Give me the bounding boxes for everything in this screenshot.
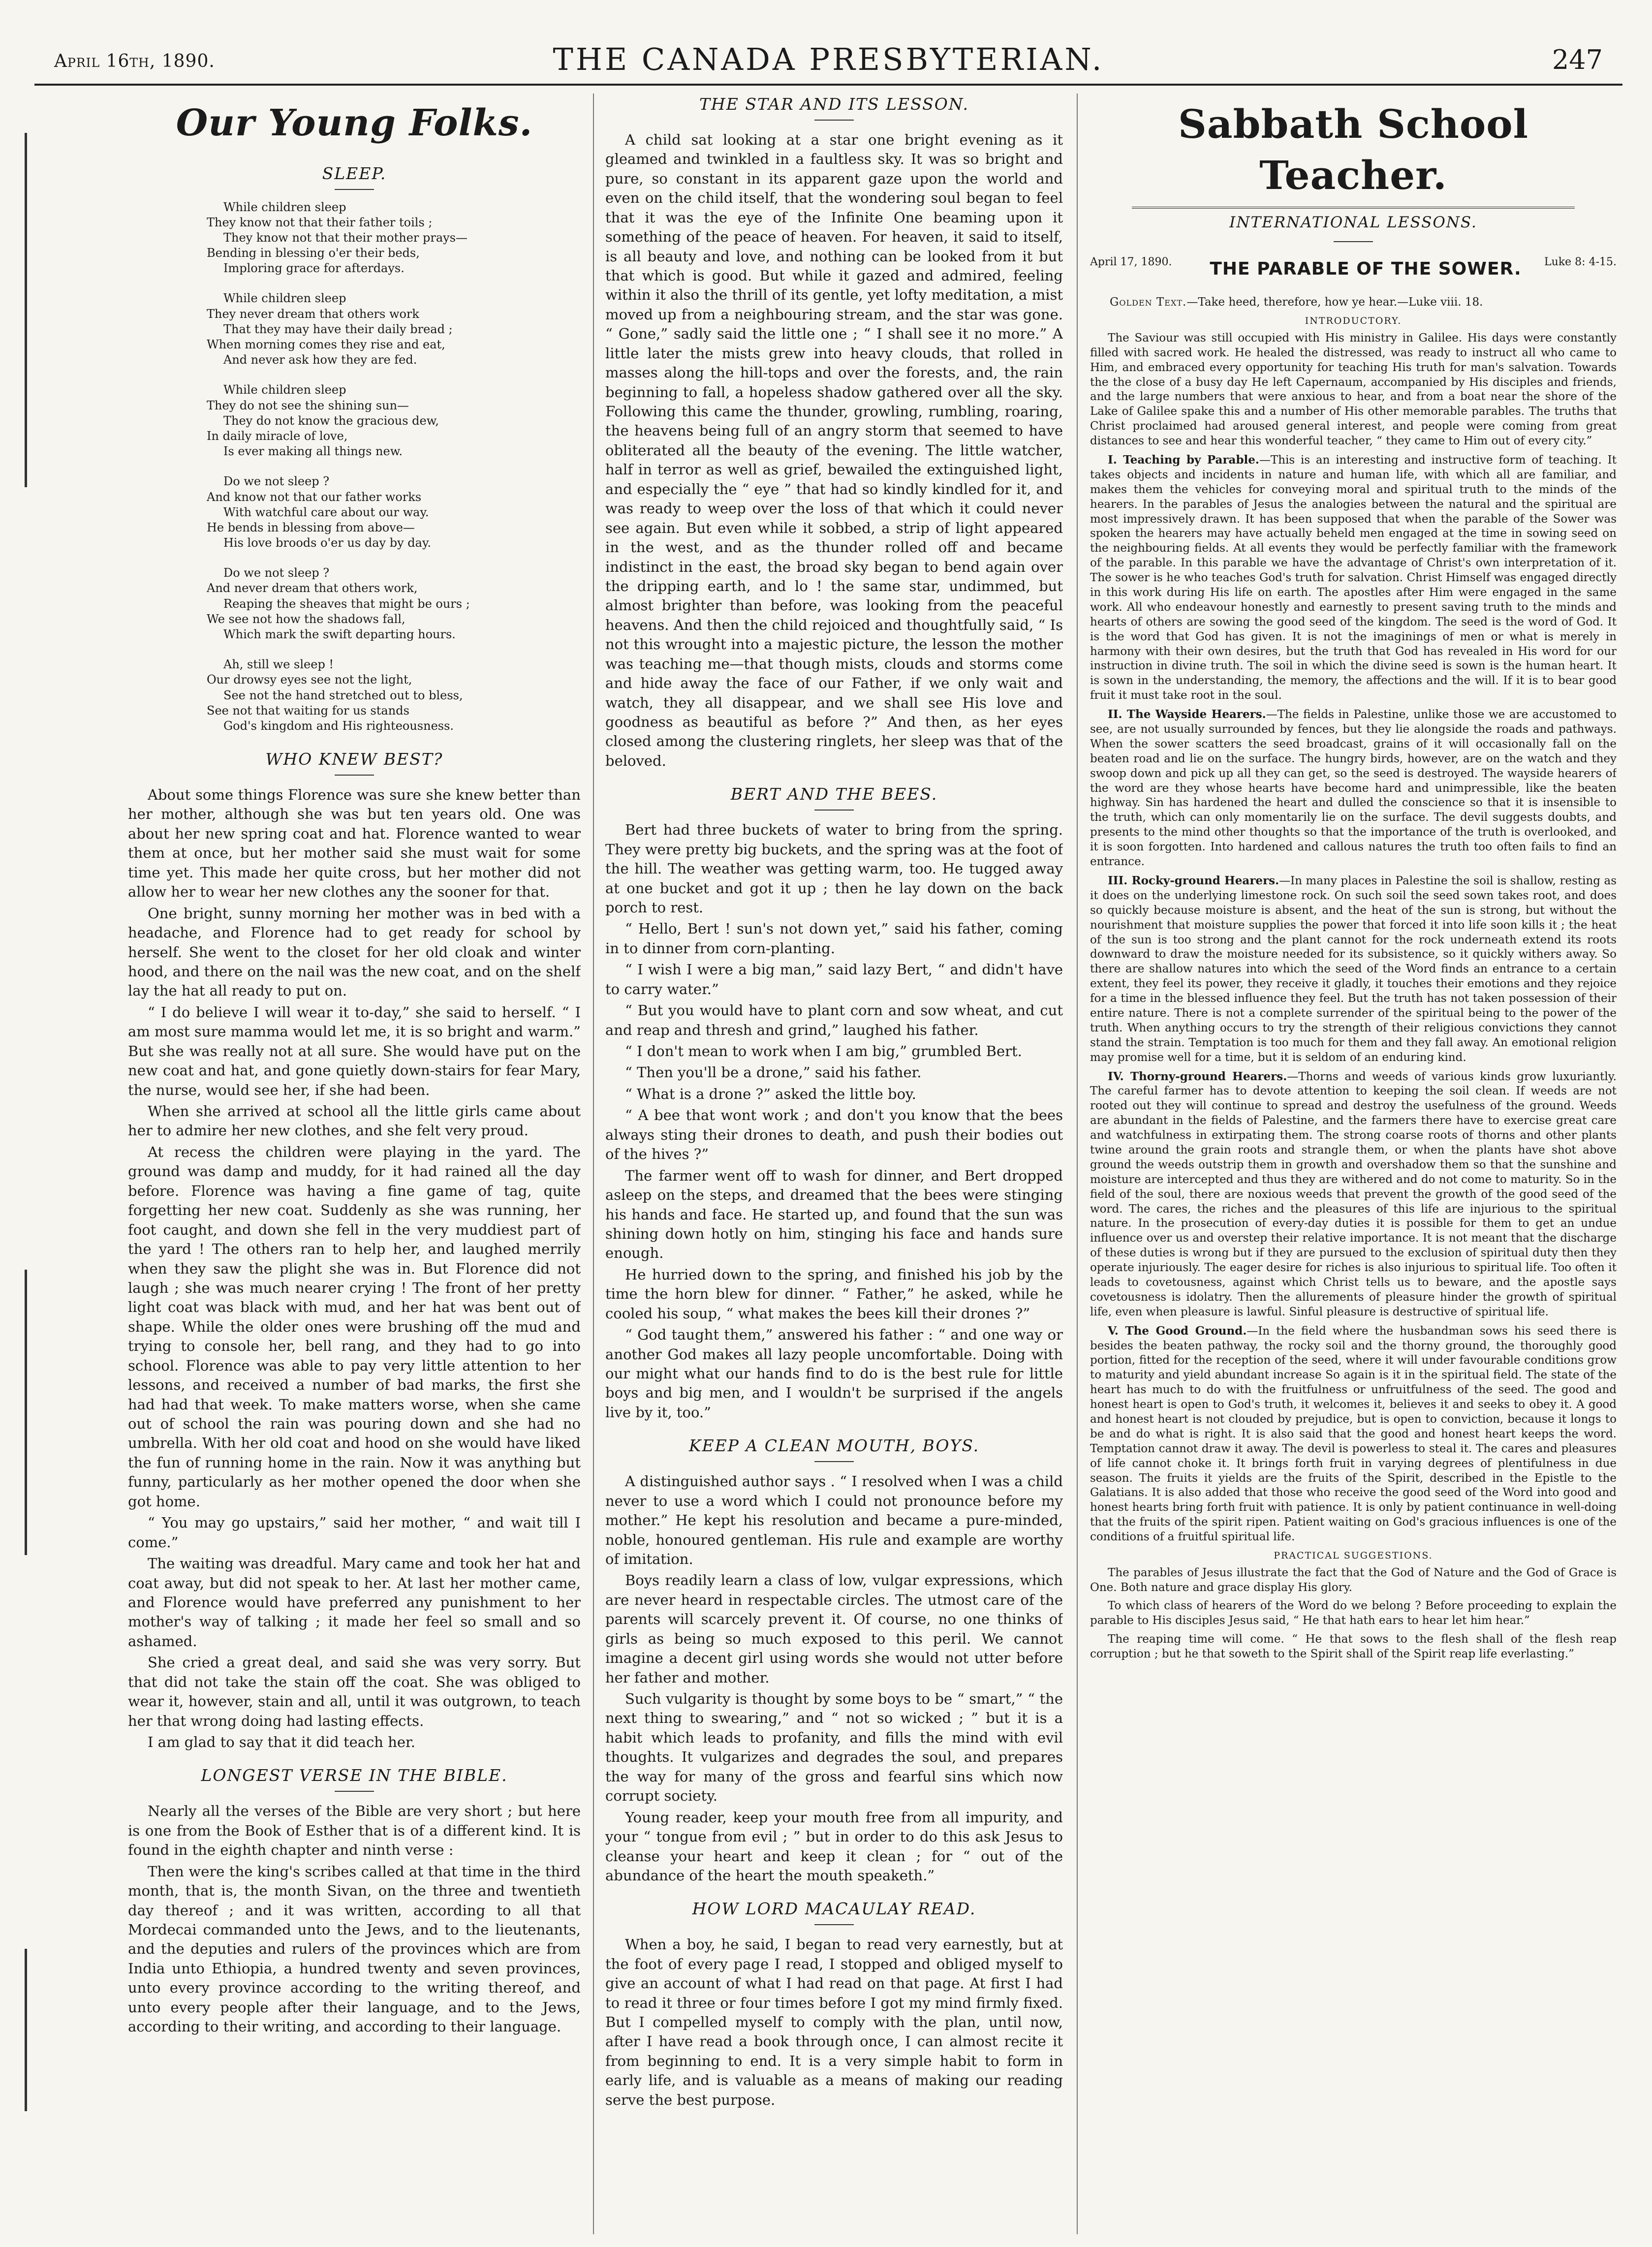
poem-line: He bends in blessing from above— [207,520,415,534]
section-body: —Thorns and weeds of various kinds grow luxuriantly. The careful farmer has to devote attention to keeping the soil clean. If weeds are not rooted out they will continue to spread and destroy the usefulness of the ground. Weeds are abundant in the fields of Palestine, and the farmers there have to exercise great care and watchfulness in extirpating them. The strong coarse roots of thorns and other plants twine around the grain roots and strangle them, or when the plants have shot above ground the weeds outstrip them in growth and overshadow them so that the sunshine and moisture are intercepted and thus they are withered and do not come to maturity. So in the field of the soul, there are noxious weeds that prevent the growth of the good seed of the word. The cares, the riches and the pleasures of this life are injurious to the spiritual nature. In the prosecution of every-day duties it is possible for them to get an undue influence over us and overstep their relative importance. It is not meant that the discharge of these duties is wrong but if they are pursued to the exclusion of spiritual duty then they operate injuriously. The eager desire for riches is also injurious to spiritual life. Too often it leads to covetousness, against which Christ tells us to beware, and the apostle says covetousness is idolatry. Then the allurements of pleasure hinder the growth of spiritual life, even when pleasure is lawful. Sinful pleasure is destructive of spiritual life. [1090,1070,1617,1318]
article-body [605,1472,1063,1885]
margin-mark [25,133,27,487]
poem-line: When morning comes they rise and eat, [207,338,445,351]
paragraph: “ I don't mean to work when I am big,” grumbled Bert. [625,1043,1022,1060]
paragraph: Bert had three buckets of water to bring from the spring. They were pretty big buckets, and the spring was at the foot of the hill. The weather was getting warm, too. He tugged away at one bucket and got it up ; then he lay down on the back porch to rest. [605,821,1063,916]
poem-line: That they may have their daily bread ; [223,322,453,336]
column-rule [593,94,594,2234]
newspaper-title: THE CANADA PRESBYTERIAN. [553,41,1104,77]
subheading: PRACTICAL SUGGESTIONS. [1274,1550,1433,1561]
article-title: LONGEST VERSE IN THE BIBLE. [201,1766,508,1785]
lesson-title: THE PARABLE OF THE SOWER. [1210,259,1522,280]
poem-stanza [207,474,581,551]
poem-stanza [207,382,581,459]
poem-line: They never dream that others work [207,307,419,321]
paragraph: About some things Florence was sure she knew better than her mother, although she was but ten years old. One was about her new spring coat and hat. Florence wanted to wear them at once, but her mother said she must wait for some time yet. This made her quite cross, but her mother did not allow her to wear her new clothes any the sooner for that. [128,786,581,901]
lesson-reference: Luke 8: 4-15. [1544,256,1617,269]
section-body: —In the field where the husbandman sows his seed there is besides the beaten pathway, the rocky soil and the thorny ground, the thoroughly good portion, fitted for the reception of the seed, where it will under favourable conditions grow to maturity and yield abundant increase So again is it in the spiritual field. The state of the heart has much to do with the fruitfulness or unfruitfulness of the seed. The good and honest heart is open to God's truth, it welcomes it, believes it and seeks to obey it. A good and honest heart is not clouded by prejudice, but is open to conviction, because it longs to be and do what is right. It is also said that the good and honest heart keeps the word. Temptation cannot draw it away. The devil is powerless to steal it. The cares and pleasures of life cannot choke it. It brings forth fruit in varying degrees of plentifulness in due season. The fruits it yields are the fruits of the Spirit, described in the Epistle to the Galatians. It is also added that those who receive the good seed of the Word into good and honest hearts bring forth fruit with patience. It is only by patient continuance in well-doing that the fruits of the spirit ripen. Patient waiting on God's gracious influences is one of the conditions of a fruitful spiritual life. [1090,1324,1617,1544]
lesson-section [1090,453,1617,703]
section-heading: II. The Wayside Hearers. [1108,708,1266,721]
paragraph: Nearly all the verses of the Bible are very short ; but here is one from the Book of Esther that is of a different kind. It is found in the eighth chapter and ninth verse : [128,1803,581,1859]
paragraph: A child sat looking at a star one bright evening as it gleamed and twinkled in a faultless sky. It was so bright and pure, so constant in its apparent gaze upon the world and even on the child itself, that the wondering soul began to feel that it was the eye of the Infinite One beaming upon it something of the peace of heaven. For heaven, it said to itself, is all beauty and love, and nothing can be looked from it but that which is good. But while it gazed and admired, feeling within it also the thrill of its gentle, yet lofty meditation, a mist moved up from a neighbouring stream, and the star was gone. “ Gone,” sadly said the little one ; “ I shall see it no more.” A little later the mists grew into heavy clouds, that rolled in masses along the hill-tops and over the forests, and, the rain beginning to fall, a hopeless shadow gathered over all the sky. Following this came the thunder, growling, rumbling, roaring, the heavens being full of an angry storm that seemed to have obliterated all the beauty of the evening. The little watcher, half in terror as well as grief, bewailed the extinguished light, and especially the “ eye ” that had so kindly kindled for it, and was ready to weep over the loss of that which it could never see again. But even while it sobbed, a strip of light appeared in the west, and as the thunder rolled off and became indistinct in the east, the broad sky began to bend again over the dripping earth, and lo ! the same star, undimmed, but almost brighter than before, was looking from the peaceful heavens. And then the child rejoiced and thoughtfully said, “ Is not this wrought into a majestic picture, the lesson the mother was teaching me—that though mists, clouds and storms come and hide away the face of our Father, if we only wait and watch, they all disappear, and we shall see His love and goodness as beautiful as before ?” And then, as her eyes closed among the clustering ringlets, her sleep was that of the beloved. [605,131,1063,769]
golden-text-body: —Take heed, therefore, how ye hear.—Luke viii. 18. [1186,296,1483,309]
poem-line: They know not that their father toils ; [207,215,433,229]
paragraph: I am glad to say that it did teach her. [148,1734,415,1750]
introduction: The Saviour was still occupied with His ministry in Galilee. His days were constantly filled with sacred work. He healed the distressed, was ready to instruct all who came to Him, and embraced every opportunity for teaching His truth for man's salvation. Towards the the close of a busy day He left Capernaum, accompanied by His disciples and friends, and the large numbers that were anxious to hear, and from a boat near the shore of the Lake of Galilee spake this and a number of His other memorable parables. The truths that Christ proclaimed had aroused general interest, and people were coming from great distances to see and hear this wonderful teacher, “ they came to Him out of every city.” [1090,331,1617,448]
poem-stanza [207,657,581,734]
lesson-date: April 17, 1890. [1090,256,1172,269]
poem-line: See not the hand stretched out to bless, [223,688,463,702]
paragraph: “ I wish I were a big man,” said lazy Bert, “ and didn't have to carry water.” [605,961,1063,998]
article-body [128,1802,581,2036]
column-sabbath-school [1090,94,1617,2239]
poem-line: They do not see the shining sun— [207,398,409,412]
paragraph: A distinguished author says . “ I resolved when I was a child never to use a word which I could not pronounce before my mother.” He kept his resolution and became a pure-minded, noble, honoured gentleman. His rule and example are worthy of imitation. [605,1473,1063,1567]
suggestion-paragraph: The parables of Jesus illustrate the fact that the God of Nature and the God of Grace is One. Both nature and grace display His glory. [1090,1566,1617,1594]
poem-line: Our drowsy eyes see not the light, [207,673,412,687]
poem-line: And know not that our father works [207,490,422,504]
poem-line: While children sleep [223,291,346,306]
poem-line: Bending in blessing o'er their beds, [207,246,420,260]
title-rule [335,1791,374,1792]
paragraph: Young reader, keep your mouth free from all impurity, and your “ tongue from evil ; ” but in order to do this ask Jesus to cleanse your heart and keep it clean ; for “ out of the abundance of the heart the mouth speaketh.” [605,1809,1063,1884]
poem-line: They know not that their mother prays— [223,230,468,245]
paragraph: “ But you would have to plant corn and sow wheat, and cut and reap and thresh and grind,” laughed his father. [605,1002,1063,1038]
poem-stanza [207,565,581,642]
poem-stanza [207,291,581,368]
section-heading: V. The Good Ground. [1108,1324,1247,1338]
title-rule [335,189,374,190]
margin-mark [25,1270,27,1555]
paragraph: She cried a great deal, and said she was very sorry. But that did not take the stain off the coat. She was obliged to wear it, however, stain and all, until it was outgrown, to teach her that wrong doing had lasting effects. [128,1654,581,1729]
poem-line: They do not know the gracious dew, [223,413,439,428]
subheading: INTRODUCTORY. [1305,315,1402,327]
title-rule [814,1461,854,1462]
department-heading: Sabbath School Teacher. [1178,101,1529,198]
section-body: —The fields in Palestine, unlike those we are accustomed to see, are not usually surrounded by fences, but they lie alongside the roads and pathways. When the sower scatters the seed broadcast, grains of it will occasionally fall on the beaten road and lie on the surface. The hungry birds, however, are on the watch and they swoop down and pick up all they can get, so the seed is destroyed. The wayside hearers of the word are they whose hearts have become hard and unimpressible, like the beaten highway. Sin has hardened the heart and dulled the conscience so that it is insensible to the truth, which can only momentarily lie on the surface. The devil suggests doubts, and presents to the mind other thoughts so that the importance of the truth is overlooked, and it is soon forgotten. Into hardened and callous natures the truth too often fails to find an entrance. [1090,708,1617,869]
poem-line: See not that waiting for us stands [207,703,409,718]
lesson-sections [1090,453,1617,1545]
section-heading: III. Rocky-ground Hearers. [1108,874,1279,887]
paragraph: “ You may go upstairs,” said her mother, “ and wait till I come.” [128,1514,581,1551]
section-heading: IV. Thorny-ground Hearers. [1108,1069,1287,1083]
paragraph: Such vulgarity is thought by some boys to be “ smart,” “ the next thing to swearing,” and “ not so wicked ; ” but it is a habit which leads to profanity, and fills the mind with evil thoughts. It vulgarizes and degrades the soul, and prepares the way for many of the gross and fearful sins which now corrupt society. [605,1690,1063,1805]
page-number: 247 [1552,44,1603,75]
paragraph: “ God taught them,” answered his father : “ and one way or another God makes all lazy people uncomfortable. Doing with our might what our hands find to do is the best rule for little boys and big men, and I wouldn't be surprised if the angels live by it, too.” [605,1326,1063,1421]
poem-line: While children sleep [223,383,346,397]
title-rule [814,1924,854,1925]
paragraph: “ What is a drone ?” asked the little boy. [625,1085,916,1102]
paragraph: “ I do believe I will wear it to-day,” she said to herself. “ I am most sure mamma would let me, it is so bright and warm.” But she was really not at all sure. She would have put on the new coat and hat, and gone quietly down-stairs for fear Mary, the nurse, would see her, if she had been. [128,1003,581,1098]
title-rule [814,120,854,121]
column-our-young-folks [128,94,581,2239]
paragraph: At recess the children were playing in the yard. The ground was damp and muddy, for it had rained all the day before. Florence was having a fine game of tag, quite forgetting her new coat. Suddenly as she was running, her foot caught, and down she fell in the very muddiest part of the yard ! The others ran to help her, and laughed merrily when they saw the plight she was in. But Florence did not laugh ; she was much nearer crying ! The front of her pretty light coat was black with mud, and her hat was bent out of shape. While the older ones were brushing off the mud and trying to console her, bell rang, and they had to go into school. Florence was able to pay very little attention to her lessons, and received a number of bad marks, the first she had had that week. To make matters worse, when she came out of school the rain was pouring down and she had no umbrella. With her old coat and hood on she would have liked the fun of running home in the rain. Now it was anything but funny, particularly as her mother opened the door when she got home. [128,1143,581,1510]
article-title: WHO KNEW BEST? [265,749,443,769]
lesson-section [1090,1324,1617,1545]
poem-line: His love broods o'er us day by day. [223,536,431,550]
section-subtitle: INTERNATIONAL LESSONS. [1229,214,1477,231]
poem-line: Do we not sleep ? [223,474,330,489]
suggestion-paragraph: The reaping time will come. “ He that sows to the flesh shall of the flesh reap corruption ; but he that soweth to the Spirit shall of the Spirit reap life everlasting.” [1090,1633,1617,1661]
poem-line: With watchful care about our way. [223,505,429,519]
paragraph: “ A bee that wont work ; and don't you know that the bees always sting their drones to death, and push their bodies out of the hives ?” [605,1107,1063,1163]
section-body: —In many places in Palestine the soil is shallow, resting as it does on the underlying limestone rock. On such soil the seed sown takes root, and does so quickly because moisture is absent, and the heat of the sun is strong, but without the nourishment that moisture supplies the power that forced it into life soon kills it ; the heat of the sun is too strong and the plant cannot for the rock underneath extend its roots downward to draw the moisture needed for its subsistence, so it quickly withers away. So there are shallow natures into which the seed of the Word finds an entrance to a certain extent, they feel its power, they receive it gladly, it touches their emotions and they rejoice for a time in the blessed influence they feel. But the truth has not taken possession of their entire nature. There is not a complete surrender of the spiritual being to the power of the truth. When anything occurs to try the strength of their religious convictions they cannot stand the strain. Temptation is too much for them and they fall away. An emotional religion may promise well for a time, but it is seldom of an enduring kind. [1090,874,1617,1064]
poem-line: And never dream that others work, [207,581,418,595]
lesson-section [1090,874,1617,1065]
paragraph: The waiting was dreadful. Mary came and took her hat and coat away, but did not speak to her. At last her mother came, and Florence would have preferred any punishment to her mother's way of talking ; it made her feel so small and so ashamed. [128,1555,581,1650]
poem-line: And never ask how they are fed. [223,353,417,367]
poem-line: We see not how the shadows fall, [207,612,405,626]
column-rule [1077,94,1078,2234]
poem-line: Do we not sleep ? [223,566,330,580]
poem-line: While children sleep [223,200,346,214]
column-stories [605,94,1063,2239]
paragraph: One bright, sunny morning her mother was in bed with a headache, and Florence had to get ready for school by herself. She went to the closet for her old cloak and winter hood, and there on the nail was the new coat, and on the shelf lay the hat all ready to put on. [128,905,581,999]
paragraph: When a boy, he said, I began to read very earnestly, but at the foot of every page I read, I stopped and obliged myself to give an account of what I had read on that page. At first I had to read it three or four times before I got my mind firmly fixed. But I compelled myself to comply with the plan, until now, after I have read a book through once, I can almost recite it from beginning to end. It is a very simple habit to form in early life, and is valuable as a means of making our reading serve the best purpose. [605,1936,1063,2108]
article-body [605,130,1063,771]
paragraph: He hurried down to the spring, and finished his job by the time the horn blew for dinner. “ Father,” he asked, while he cooled his soup, “ what makes the bees kill their drones ?” [605,1266,1063,1322]
suggestion-paragraph: To which class of hearers of the Word do we belong ? Before proceeding to explain the parable to His disciples Jesus said, “ He that hath ears to hear let him hear.” [1090,1599,1617,1627]
paragraph: “ Hello, Bert ! sun's not down yet,” said his father, coming in to dinner from corn-planting. [605,920,1063,957]
paragraph: The farmer went off to wash for dinner, and Bert dropped asleep on the steps, and dreamed that the bees were stinging his hands and face. He started up, and found that the sun was shining down hotly on him, stinging his face and hands sure enough. [605,1167,1063,1262]
article-body [605,1935,1063,2110]
paragraph: “ Then you'll be a drone,” said his father. [625,1064,922,1081]
poem-line: God's kingdom and His righteousness. [223,718,454,733]
poem-line: Reaping the sheaves that might be ours ; [223,596,470,611]
poem-title: SLEEP. [322,163,387,183]
article-title: THE STAR AND ITS LESSON. [699,94,969,114]
poem-line: Ah, still we sleep ! [223,657,334,672]
title-rule [1334,241,1373,242]
issue-date: April 16th, 1890. [54,51,215,71]
article-title: KEEP A CLEAN MOUTH, BOYS. [688,1436,980,1456]
practical-suggestions [1090,1566,1617,1662]
lesson-section [1090,1069,1617,1320]
section-heading: I. Teaching by Parable. [1108,453,1259,467]
title-rule [814,810,854,811]
poem-line: Imploring grace for afterdays. [223,261,405,276]
department-heading: Our Young Folks. [176,102,533,144]
article-title: BERT AND THE BEES. [730,784,938,804]
running-head [34,30,1622,86]
lesson-section [1090,707,1617,870]
section-body: —This is an interesting and instructive form of teaching. It takes objects and incidents in nature and human life, with which all are familiar, and makes them the vehicles for conveying moral and spiritual truth to the minds of the hearers. In the parables of Jesus the analogies between the natural and the spiritual are most impressively drawn. It has been supposed that when the parable of the Sower was spoken the hearers may have actually beheld men engaged at the time in sowing seed on the neighbouring fields. At all events they would be perfectly familiar with the framework of the parable. In this parable we have the advantage of Christ's own interpretation of it. The sower is he who teaches God's truth for salvation. Christ Himself was engaged directly in this work during His life on earth. The apostles after Him were engaged in the same work. All who endeavour honestly and earnestly to present saving truth to the minds and hearts of others are sowing the good seed of the kingdom. The seed is the word of God. It is the word that God has given. It is not the imaginings of men or what is merely in harmony with their own desires, but the truth that God has revealed in His word for our instruction in divine truth. The soil in which the divine seed is sown is the human heart. It is sown in the understanding, the memory, the affections and the will. If it is to bear good fruit it must take root in the soul. [1090,454,1617,702]
poem-line: Is ever making all things new. [223,444,403,459]
article-body [605,820,1063,1422]
poem-line: In daily miracle of love, [207,429,348,443]
poem [207,200,581,734]
poem-stanza [207,200,581,277]
paragraph: Boys readily learn a class of low, vulgar expressions, which are never heard in respectable circles. The utmost care of the parents will scarcely prevent it. Of course, no one thinks of girls as being so much exposed to this peril. We cannot imagine a decent girl using words she would not utter before her father and mother. [605,1572,1063,1686]
golden-text-label: Golden Text. [1110,296,1187,309]
heading-rule [1132,207,1575,209]
golden-text [1090,295,1617,310]
margin-mark [25,1949,27,2111]
poem-line: Which mark the swift departing hours. [223,627,456,641]
title-rule [335,775,374,776]
paragraph: Then were the king's scribes called at that time in the third month, that is, the month Sivan, on the three and twentieth day thereof ; and it was written, according to all that Mordecai commanded unto the Jews, and to the lieutenants, and the deputies and rulers of the provinces which are from India unto Ethiopia, a hundred twenty and seven provinces, unto every province according to the writing thereof, and unto every people after their language, and to the Jews, according to their writing, and according to their language. [128,1863,581,2035]
article-title: HOW LORD MACAULAY READ. [692,1899,976,1919]
lesson-header [1090,252,1617,293]
paragraph: When she arrived at school all the little girls came about her to admire her new clothes, and she felt very proud. [128,1103,581,1139]
article-body [128,785,581,1752]
